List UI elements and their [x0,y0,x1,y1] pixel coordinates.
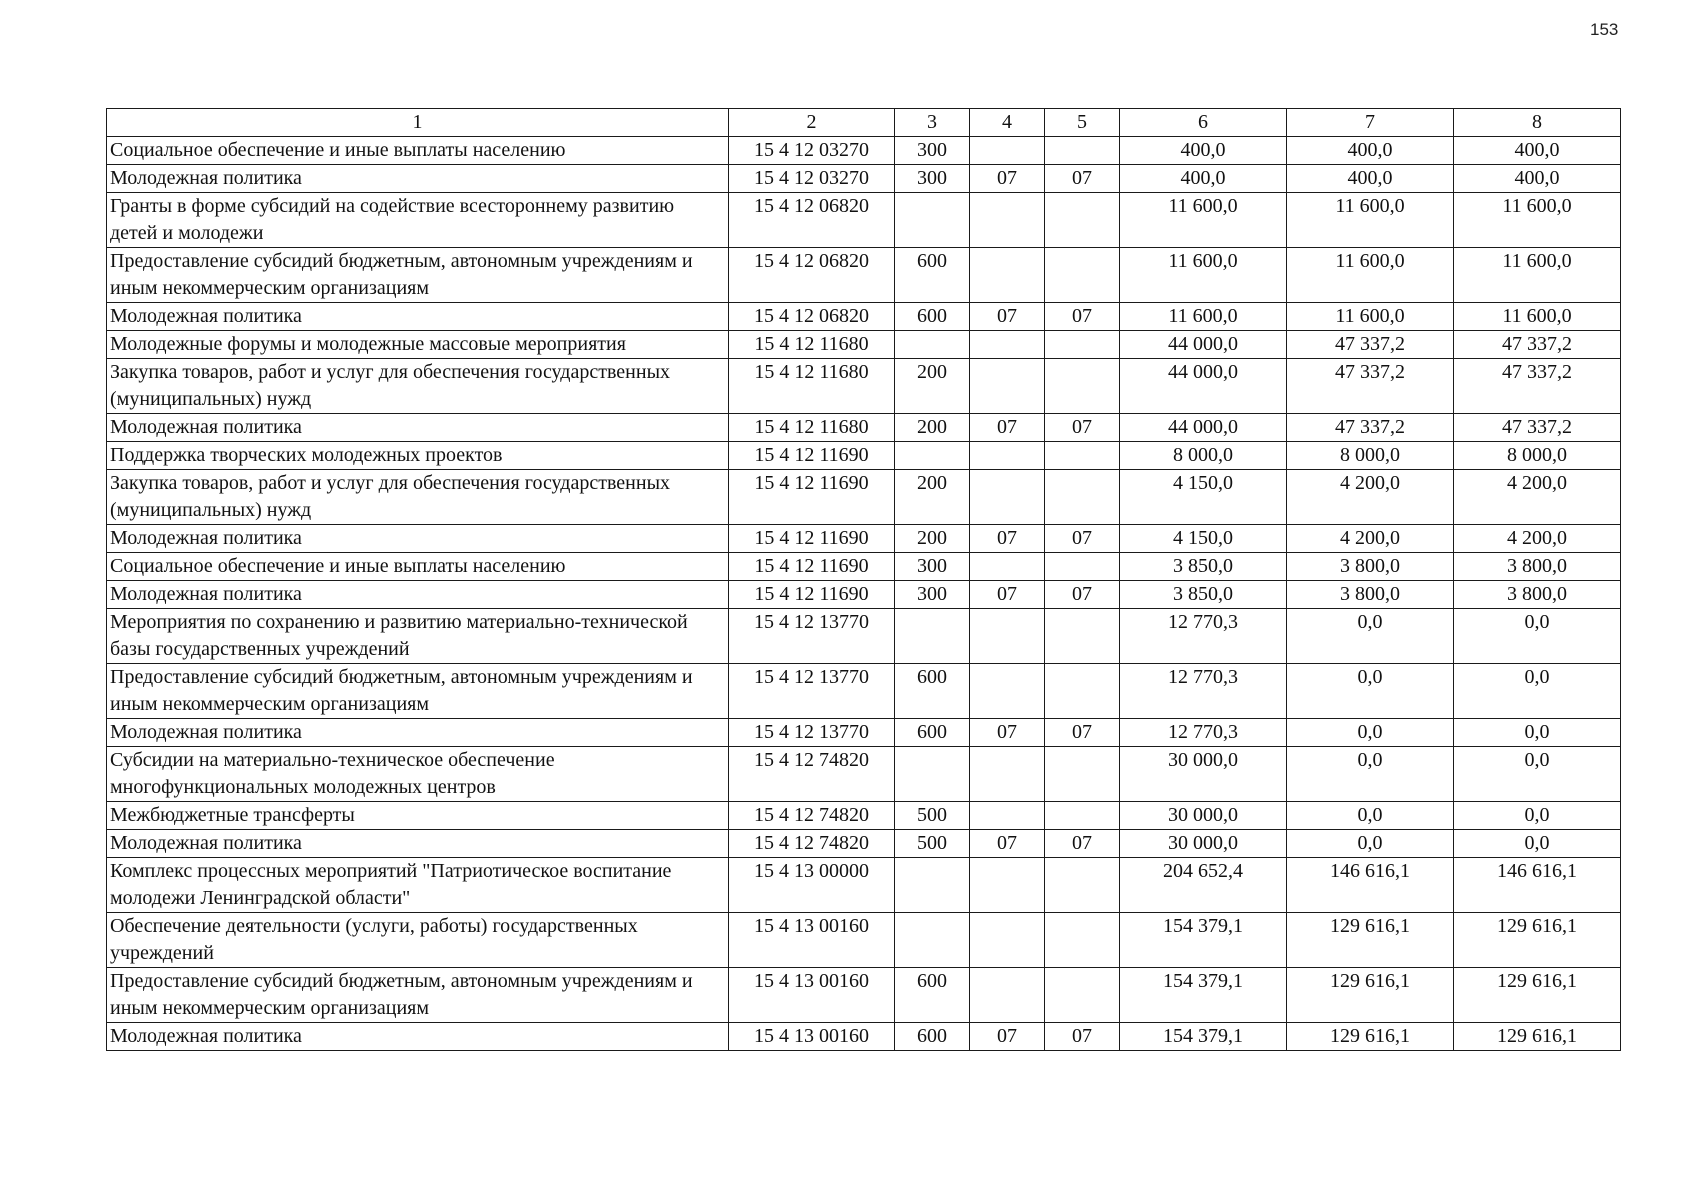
row-name-cell: Предоставление субсидий бюджетным, автономным учреждениям и иным некоммерческим организациям [107,968,729,1023]
row-amount-1-cell: 44 000,0 [1120,331,1287,359]
row-name-cell: Предоставление субсидий бюджетным, автономным учреждениям и иным некоммерческим организациям [107,664,729,719]
row-amount-3-cell: 11 600,0 [1454,248,1621,303]
row-section-cell: 07 [970,525,1045,553]
header-cell: 3 [895,109,970,137]
row-amount-1-cell: 3 850,0 [1120,581,1287,609]
row-name-cell: Обеспечение деятельности (услуги, работы) государственных учреждений [107,913,729,968]
table-row [107,193,1621,248]
header-cell: 5 [1045,109,1120,137]
row-amount-3-cell: 47 337,2 [1454,414,1621,442]
row-subsection-cell [1045,858,1120,913]
row-amount-2-cell: 0,0 [1287,802,1454,830]
row-amount-2-cell: 47 337,2 [1287,331,1454,359]
row-name-cell: Молодежная политика [107,1023,729,1051]
row-subsection-cell: 07 [1045,303,1120,331]
table-row [107,719,1621,747]
row-amount-1-cell: 30 000,0 [1120,830,1287,858]
row-expense-type-cell [895,442,970,470]
row-expense-type-cell [895,193,970,248]
row-expense-type-cell: 300 [895,553,970,581]
row-amount-3-cell: 3 800,0 [1454,553,1621,581]
row-subsection-cell [1045,331,1120,359]
row-amount-3-cell: 11 600,0 [1454,303,1621,331]
row-name-cell: Поддержка творческих молодежных проектов [107,442,729,470]
row-code-cell: 15 4 12 11690 [729,470,895,525]
row-amount-1-cell: 154 379,1 [1120,1023,1287,1051]
table-row [107,802,1621,830]
row-code-cell: 15 4 13 00000 [729,858,895,913]
row-subsection-cell: 07 [1045,165,1120,193]
row-name-cell: Молодежная политика [107,830,729,858]
row-amount-2-cell: 0,0 [1287,664,1454,719]
row-amount-1-cell: 400,0 [1120,137,1287,165]
row-expense-type-cell: 600 [895,968,970,1023]
row-amount-1-cell: 154 379,1 [1120,913,1287,968]
row-amount-1-cell: 400,0 [1120,165,1287,193]
header-cell: 4 [970,109,1045,137]
table-row [107,609,1621,664]
row-section-cell [970,359,1045,414]
row-code-cell: 15 4 12 74820 [729,747,895,802]
row-amount-1-cell: 44 000,0 [1120,414,1287,442]
row-subsection-cell: 07 [1045,1023,1120,1051]
row-expense-type-cell [895,331,970,359]
row-subsection-cell [1045,664,1120,719]
row-amount-2-cell: 3 800,0 [1287,553,1454,581]
header-cell: 7 [1287,109,1454,137]
row-section-cell [970,968,1045,1023]
row-subsection-cell: 07 [1045,830,1120,858]
row-name-cell: Молодежные форумы и молодежные массовые мероприятия [107,331,729,359]
table-row [107,968,1621,1023]
row-amount-2-cell: 400,0 [1287,165,1454,193]
row-subsection-cell [1045,968,1120,1023]
header-cell: 2 [729,109,895,137]
page-number: 153 [1590,20,1619,39]
row-name-cell: Субсидии на материально-техническое обеспечение многофункциональных молодежных центров [107,747,729,802]
row-amount-3-cell: 129 616,1 [1454,968,1621,1023]
header-row [107,109,1621,137]
table-row [107,137,1621,165]
row-expense-type-cell: 200 [895,470,970,525]
row-amount-1-cell: 44 000,0 [1120,359,1287,414]
row-code-cell: 15 4 12 74820 [729,830,895,858]
row-name-cell: Социальное обеспечение и иные выплаты населению [107,137,729,165]
row-expense-type-cell [895,609,970,664]
header-cell: 1 [107,109,729,137]
row-amount-2-cell: 8 000,0 [1287,442,1454,470]
table-row [107,414,1621,442]
row-subsection-cell [1045,359,1120,414]
row-code-cell: 15 4 12 13770 [729,664,895,719]
table-row [107,913,1621,968]
row-code-cell: 15 4 12 11690 [729,525,895,553]
row-subsection-cell [1045,802,1120,830]
row-code-cell: 15 4 12 03270 [729,137,895,165]
row-code-cell: 15 4 12 06820 [729,248,895,303]
row-subsection-cell: 07 [1045,719,1120,747]
row-name-cell: Закупка товаров, работ и услуг для обеспечения государственных (муниципальных) нужд [107,359,729,414]
row-amount-3-cell: 8 000,0 [1454,442,1621,470]
row-subsection-cell [1045,248,1120,303]
row-amount-1-cell: 4 150,0 [1120,470,1287,525]
row-section-cell: 07 [970,581,1045,609]
row-code-cell: 15 4 12 74820 [729,802,895,830]
row-name-cell: Молодежная политика [107,525,729,553]
row-expense-type-cell: 600 [895,719,970,747]
row-subsection-cell: 07 [1045,581,1120,609]
table-row [107,858,1621,913]
row-code-cell: 15 4 12 13770 [729,609,895,664]
row-subsection-cell [1045,470,1120,525]
row-amount-1-cell: 12 770,3 [1120,664,1287,719]
row-section-cell [970,664,1045,719]
row-section-cell [970,248,1045,303]
row-code-cell: 15 4 12 11690 [729,553,895,581]
row-amount-1-cell: 11 600,0 [1120,193,1287,248]
row-amount-3-cell: 0,0 [1454,609,1621,664]
row-amount-1-cell: 204 652,4 [1120,858,1287,913]
row-name-cell: Предоставление субсидий бюджетным, автономным учреждениям и иным некоммерческим организациям [107,248,729,303]
row-name-cell: Закупка товаров, работ и услуг для обеспечения государственных (муниципальных) нужд [107,470,729,525]
row-expense-type-cell [895,913,970,968]
table-row [107,165,1621,193]
row-subsection-cell [1045,442,1120,470]
row-code-cell: 15 4 12 06820 [729,193,895,248]
row-code-cell: 15 4 12 11690 [729,442,895,470]
row-section-cell: 07 [970,165,1045,193]
row-section-cell [970,470,1045,525]
row-amount-1-cell: 11 600,0 [1120,303,1287,331]
row-expense-type-cell: 600 [895,1023,970,1051]
row-code-cell: 15 4 13 00160 [729,913,895,968]
row-amount-2-cell: 3 800,0 [1287,581,1454,609]
row-code-cell: 15 4 12 11680 [729,359,895,414]
row-expense-type-cell: 500 [895,830,970,858]
row-section-cell [970,609,1045,664]
row-amount-2-cell: 47 337,2 [1287,414,1454,442]
row-name-cell: Молодежная политика [107,414,729,442]
row-expense-type-cell: 200 [895,359,970,414]
table-row [107,830,1621,858]
row-section-cell: 07 [970,303,1045,331]
row-amount-1-cell: 12 770,3 [1120,609,1287,664]
row-code-cell: 15 4 12 06820 [729,303,895,331]
row-amount-3-cell: 0,0 [1454,802,1621,830]
row-name-cell: Комплекс процессных мероприятий "Патриотическое воспитание молодежи Ленинградской области" [107,858,729,913]
row-code-cell: 15 4 13 00160 [729,968,895,1023]
row-section-cell [970,802,1045,830]
row-amount-3-cell: 47 337,2 [1454,331,1621,359]
row-code-cell: 15 4 12 03270 [729,165,895,193]
row-amount-2-cell: 129 616,1 [1287,968,1454,1023]
row-amount-1-cell: 11 600,0 [1120,248,1287,303]
header-cell: 6 [1120,109,1287,137]
row-amount-1-cell: 4 150,0 [1120,525,1287,553]
row-expense-type-cell [895,858,970,913]
row-amount-1-cell: 30 000,0 [1120,747,1287,802]
row-subsection-cell [1045,747,1120,802]
row-expense-type-cell: 600 [895,664,970,719]
table-row [107,442,1621,470]
table-row [107,303,1621,331]
budget-table [106,108,1621,1051]
row-amount-2-cell: 400,0 [1287,137,1454,165]
row-amount-3-cell: 0,0 [1454,664,1621,719]
row-amount-2-cell: 146 616,1 [1287,858,1454,913]
row-amount-3-cell: 4 200,0 [1454,525,1621,553]
row-name-cell: Гранты в форме субсидий на содействие всестороннему развитию детей и молодежи [107,193,729,248]
row-amount-3-cell: 0,0 [1454,830,1621,858]
row-amount-2-cell: 0,0 [1287,609,1454,664]
table-row [107,331,1621,359]
header-cell: 8 [1454,109,1621,137]
row-subsection-cell: 07 [1045,525,1120,553]
row-amount-2-cell: 11 600,0 [1287,303,1454,331]
row-expense-type-cell: 600 [895,248,970,303]
row-amount-3-cell: 0,0 [1454,719,1621,747]
row-code-cell: 15 4 13 00160 [729,1023,895,1051]
row-subsection-cell [1045,609,1120,664]
table-row [107,525,1621,553]
row-expense-type-cell: 300 [895,581,970,609]
row-amount-3-cell: 129 616,1 [1454,1023,1621,1051]
row-amount-1-cell: 12 770,3 [1120,719,1287,747]
row-amount-2-cell: 4 200,0 [1287,470,1454,525]
table-row [107,1023,1621,1051]
row-amount-2-cell: 47 337,2 [1287,359,1454,414]
row-amount-1-cell: 8 000,0 [1120,442,1287,470]
row-expense-type-cell: 600 [895,303,970,331]
row-amount-2-cell: 11 600,0 [1287,193,1454,248]
table-row [107,747,1621,802]
table-row [107,664,1621,719]
row-amount-1-cell: 154 379,1 [1120,968,1287,1023]
row-code-cell: 15 4 12 11690 [729,581,895,609]
row-section-cell [970,137,1045,165]
row-amount-2-cell: 129 616,1 [1287,1023,1454,1051]
row-name-cell: Социальное обеспечение и иные выплаты населению [107,553,729,581]
row-name-cell: Молодежная политика [107,719,729,747]
row-name-cell: Молодежная политика [107,581,729,609]
table-row [107,581,1621,609]
row-amount-3-cell: 400,0 [1454,165,1621,193]
row-amount-3-cell: 3 800,0 [1454,581,1621,609]
row-code-cell: 15 4 12 11680 [729,414,895,442]
row-name-cell: Молодежная политика [107,303,729,331]
row-amount-2-cell: 0,0 [1287,830,1454,858]
row-section-cell [970,858,1045,913]
table-row [107,470,1621,525]
row-subsection-cell [1045,193,1120,248]
row-subsection-cell [1045,137,1120,165]
table-body [107,137,1621,1051]
row-expense-type-cell: 200 [895,414,970,442]
row-amount-3-cell: 11 600,0 [1454,193,1621,248]
row-section-cell: 07 [970,1023,1045,1051]
row-amount-3-cell: 47 337,2 [1454,359,1621,414]
row-amount-3-cell: 129 616,1 [1454,913,1621,968]
table-row [107,248,1621,303]
row-amount-2-cell: 0,0 [1287,719,1454,747]
row-expense-type-cell: 200 [895,525,970,553]
table-row [107,553,1621,581]
row-amount-3-cell: 400,0 [1454,137,1621,165]
row-expense-type-cell: 300 [895,165,970,193]
row-amount-2-cell: 129 616,1 [1287,913,1454,968]
row-amount-1-cell: 3 850,0 [1120,553,1287,581]
row-expense-type-cell: 500 [895,802,970,830]
row-section-cell: 07 [970,830,1045,858]
row-name-cell: Межбюджетные трансферты [107,802,729,830]
row-section-cell [970,331,1045,359]
row-amount-3-cell: 4 200,0 [1454,470,1621,525]
row-amount-3-cell: 146 616,1 [1454,858,1621,913]
row-section-cell [970,747,1045,802]
row-section-cell: 07 [970,719,1045,747]
row-amount-2-cell: 0,0 [1287,747,1454,802]
row-expense-type-cell: 300 [895,137,970,165]
row-amount-1-cell: 30 000,0 [1120,802,1287,830]
row-subsection-cell [1045,553,1120,581]
row-code-cell: 15 4 12 11680 [729,331,895,359]
row-amount-2-cell: 4 200,0 [1287,525,1454,553]
row-name-cell: Молодежная политика [107,165,729,193]
row-expense-type-cell [895,747,970,802]
row-section-cell [970,553,1045,581]
row-subsection-cell: 07 [1045,414,1120,442]
row-amount-3-cell: 0,0 [1454,747,1621,802]
row-section-cell [970,913,1045,968]
row-section-cell [970,193,1045,248]
row-section-cell: 07 [970,414,1045,442]
table-row [107,359,1621,414]
row-code-cell: 15 4 12 13770 [729,719,895,747]
row-section-cell [970,442,1045,470]
row-subsection-cell [1045,913,1120,968]
row-name-cell: Мероприятия по сохранению и развитию материально-технической базы государственных учреждений [107,609,729,664]
row-amount-2-cell: 11 600,0 [1287,248,1454,303]
